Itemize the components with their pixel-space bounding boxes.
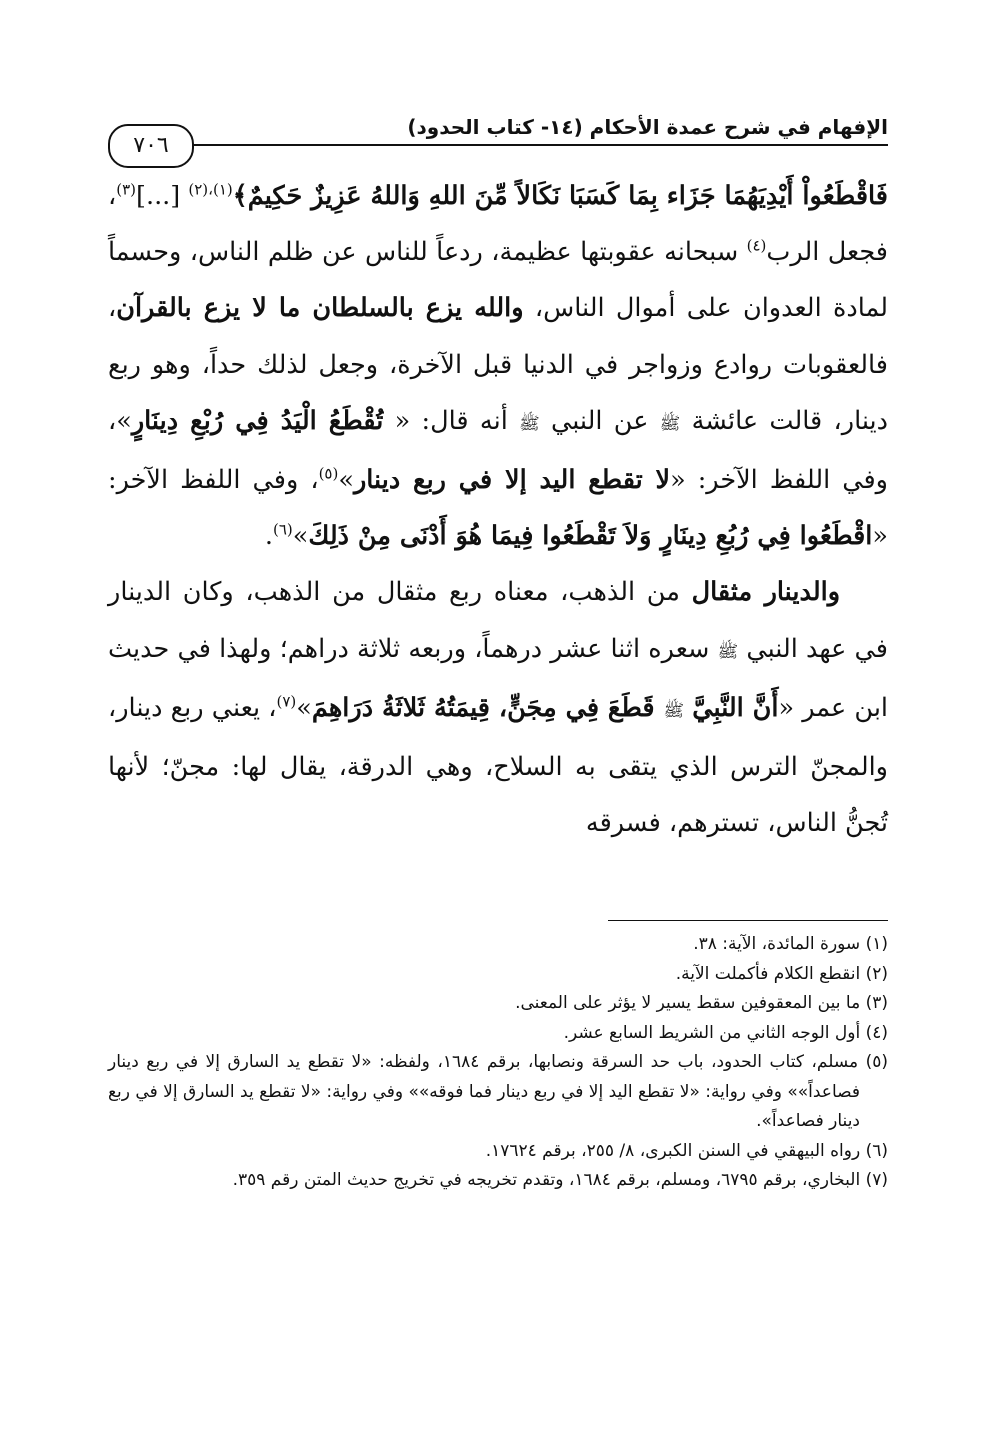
bold-term: والدينار مثقال: [691, 577, 841, 608]
footnotes: [108, 930, 888, 1196]
hadith-text: لا تقطع اليد إلا في ربع دينار: [353, 465, 671, 496]
main-text: [108, 168, 888, 851]
footnote-ref-comma: ،: [208, 180, 213, 199]
ellipsis-bracket: [...]: [136, 181, 181, 211]
salla-glyph: ﷺ: [717, 641, 739, 662]
bold-saying: والله يزع بالسلطان ما لا يزع بالقرآن: [116, 293, 524, 324]
hadith-text: اقْطَعُوا فِي رُبُعِ دِينَارٍ وَلاَ تَقْطَعُوا فِيمَا هُوَ أَدْنَى مِنْ ذَلِكَ: [308, 521, 873, 552]
paragraph-2: [108, 564, 888, 851]
footnote-3: (٣) ما بين المعقوفين سقط يسير لا يؤثر على المعنى.: [515, 993, 888, 1013]
text-segment: ، وفي اللفظ الآخر: «: [108, 465, 888, 552]
footnote-6: (٦) رواه البيهقي في السنن الكبرى، ٨/ ٢٥٥، برقم ١٧٦٢٤.: [485, 1140, 888, 1161]
text-segment: ، فالعقوبات روادع وزواجر في الدنيا قبل الآخرة، وجعل لذلك حداً، وهو ربع دينار، قالت عائشة: [108, 293, 888, 436]
quran-verse: فَاقْطَعُواْ أَيْدِيَهُمَا جَزَاء بِمَا كَسَبَا نَكَالاً مِّنَ اللهِ وَاللهُ عَزِيزٌ حَكِيمٌ﴾: [232, 181, 888, 211]
footnote-separator: [608, 920, 888, 921]
text-segment: »: [296, 692, 312, 723]
footnote-ref-3: (٣): [116, 180, 137, 199]
text-segment: »: [292, 521, 309, 552]
footnote-5: (٥) مسلم، كتاب الحدود، باب حد السرقة ونصابها، برقم ١٦٨٤، ولفظه: «لا تقطع يد السارق إلا في ربع دينار فصاعداً»» وفي رواية: «لا تقطع اليد إلا في ربع دينار فما فوقه»» وفي رواية: «لا تقطع يد السارق إلا في ربع دينار فصاعداً».: [108, 1052, 888, 1131]
text-segment: .: [264, 521, 273, 552]
text-segment: سبحانه عقوبتها عظيمة، ردعاً للناس عن ظلم الناس، وحسماً لمادة العدوان على أموال الناس،: [108, 237, 888, 324]
text-segment: »، وفي اللفظ الآخر: «: [108, 405, 888, 496]
footnote-2: (٢) انقطع الكلام فأكملت الآية.: [675, 963, 888, 984]
footnote-4: (٤) أول الوجه الثاني من الشريط السابع عشر.: [563, 1022, 888, 1043]
running-header: [108, 112, 888, 152]
salla-glyph: ﷺ: [519, 413, 540, 434]
text-segment: »: [338, 465, 354, 496]
hadith-text: تُقْطَعُ الْيَدُ فِي رُبْعِ دِينَارٍ: [131, 405, 384, 436]
text-segment: أنه قال: «: [383, 405, 520, 436]
text-segment: ، يعني ربع دينار، والمجنّ الترس الذي يتقى به السلاح، وهي الدرقة، يقال لها: مجنّ؛ لأنها تُجنُّ الناس، تسترهم، فسرقه: [108, 692, 888, 839]
footnote-ref-1: (١): [213, 180, 233, 199]
text-segment: سعره اثنا عشر درهماً، وربعه ثلاثة دراهم؛ ولهذا في حديث ابن عمر «: [108, 633, 889, 723]
header-rule: [108, 144, 888, 146]
text-segment: عن النبي: [539, 405, 660, 436]
text-segment: ، فجعل الرب: [108, 181, 888, 268]
footnote-7: (٧) البخاري، برقم ٦٧٩٥، ومسلم، برقم ١٦٨٤، وتقدم تخريجه في تخريج حديث المتن رقم ٣٥٩.: [232, 1170, 888, 1190]
footnote-ref-7: (٧): [276, 692, 297, 711]
honorific-glyph: ﷺ: [659, 413, 681, 434]
salla-glyph: ﷺ: [663, 700, 685, 721]
footnote-ref-6: (٦): [272, 520, 293, 539]
paragraph-1: [108, 168, 888, 564]
footnote-ref-5: (٥): [318, 464, 339, 483]
footnote-ref-4: (٤): [746, 236, 767, 255]
footnote-1: (١) سورة المائدة، الآية: ٣٨.: [693, 934, 888, 954]
header-title: الإفهام في شرح عمدة الأحكام (١٤- كتاب الحدود): [407, 115, 888, 139]
hadith-text: قَطَعَ فِي مِجَنٍّ، قِيمَتُهُ ثَلاثَةُ دَرَاهِمَ: [311, 692, 664, 723]
text-segment: من الذهب، معناه ربع مثقال من الذهب، وكان الدينار في عهد النبي: [108, 577, 888, 664]
page-number: ٧٠٦: [108, 124, 194, 168]
hadith-text: أَنَّ النَّبِيَّ: [692, 692, 779, 723]
footnote-ref-2: (٢): [188, 180, 209, 199]
